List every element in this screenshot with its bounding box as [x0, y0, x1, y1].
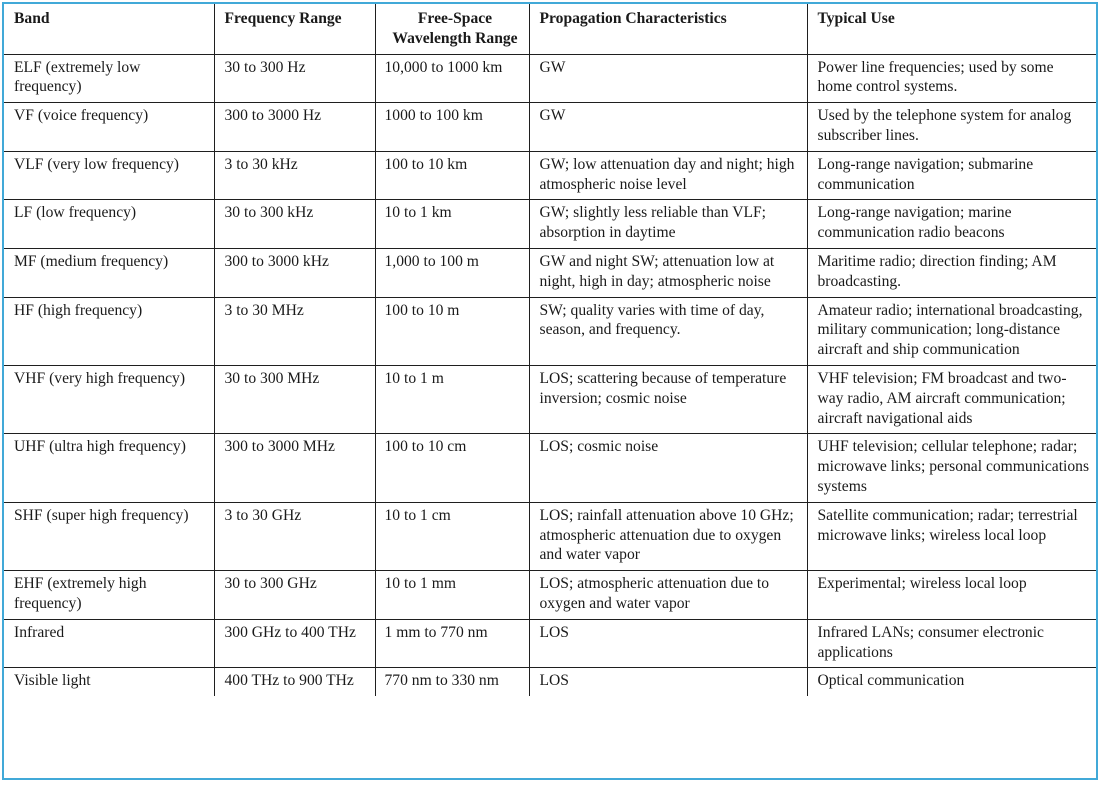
cell-propagation: LOS — [529, 668, 807, 696]
cell-propagation: GW — [529, 54, 807, 103]
cell-frequency-range: 3 to 30 kHz — [214, 151, 375, 200]
cell-frequency-range: 300 to 3000 Hz — [214, 103, 375, 152]
cell-band: LF (low frequency) — [4, 200, 214, 249]
cell-frequency-range: 30 to 300 Hz — [214, 54, 375, 103]
header-propagation: Propagation Characteristics — [529, 4, 807, 54]
cell-frequency-range: 300 to 3000 MHz — [214, 434, 375, 502]
cell-typical-use: VHF television; FM broadcast and two-way radio, AM aircraft communication; aircraft navigational aids — [807, 365, 1096, 433]
cell-frequency-range: 300 to 3000 kHz — [214, 248, 375, 297]
cell-typical-use: Satellite communication; radar; terrestrial microwave links; wireless local loop — [807, 502, 1096, 570]
cell-frequency-range: 400 THz to 900 THz — [214, 668, 375, 696]
cell-wavelength-range: 10 to 1 m — [375, 365, 529, 433]
header-wavelength-line1: Free-Space — [417, 10, 493, 27]
table-row — [4, 668, 1096, 696]
cell-wavelength-range: 100 to 10 cm — [375, 434, 529, 502]
cell-propagation: GW and night SW; attenuation low at night, high in day; atmospheric noise — [529, 248, 807, 297]
cell-wavelength-range: 10,000 to 1000 km — [375, 54, 529, 103]
cell-typical-use: Power line frequencies; used by some home control systems. — [807, 54, 1096, 103]
cell-band: Visible light — [4, 668, 214, 696]
cell-band: HF (high frequency) — [4, 297, 214, 365]
table-row — [4, 365, 1096, 433]
cell-wavelength-range: 10 to 1 cm — [375, 502, 529, 570]
table-row — [4, 619, 1096, 668]
table-row — [4, 103, 1096, 152]
cell-frequency-range: 30 to 300 GHz — [214, 571, 375, 620]
cell-typical-use: Long-range navigation; marine communication radio beacons — [807, 200, 1096, 249]
cell-propagation: GW; slightly less reliable than VLF; absorption in daytime — [529, 200, 807, 249]
cell-wavelength-range: 10 to 1 mm — [375, 571, 529, 620]
cell-typical-use: Optical communication — [807, 668, 1096, 696]
table-row — [4, 200, 1096, 249]
header-wavelength-line2: Wavelength Range — [392, 29, 518, 47]
cell-typical-use: Experimental; wireless local loop — [807, 571, 1096, 620]
cell-propagation: GW — [529, 103, 807, 152]
cell-band: MF (medium frequency) — [4, 248, 214, 297]
cell-propagation: SW; quality varies with time of day, season, and frequency. — [529, 297, 807, 365]
cell-frequency-range: 300 GHz to 400 THz — [214, 619, 375, 668]
cell-propagation: GW; low attenuation day and night; high atmospheric noise level — [529, 151, 807, 200]
table-row — [4, 248, 1096, 297]
cell-band: EHF (extremely high frequency) — [4, 571, 214, 620]
cell-band: VHF (very high frequency) — [4, 365, 214, 433]
cell-typical-use: Long-range navigation; submarine communication — [807, 151, 1096, 200]
header-band: Band — [4, 4, 214, 54]
cell-wavelength-range: 1000 to 100 km — [375, 103, 529, 152]
cell-wavelength-range: 1 mm to 770 nm — [375, 619, 529, 668]
cell-propagation: LOS; rainfall attenuation above 10 GHz; atmospheric attenuation due to oxygen and water vapor — [529, 502, 807, 570]
cell-frequency-range: 3 to 30 GHz — [214, 502, 375, 570]
cell-typical-use: Amateur radio; international broadcasting, military communication; long-distance aircraft and ship communication — [807, 297, 1096, 365]
table-row — [4, 434, 1096, 502]
cell-frequency-range: 30 to 300 MHz — [214, 365, 375, 433]
frequency-bands-table — [4, 4, 1096, 696]
cell-band: ELF (extremely low frequency) — [4, 54, 214, 103]
table-row — [4, 502, 1096, 570]
header-wavelength-range — [375, 4, 529, 54]
cell-typical-use: Maritime radio; direction finding; AM broadcasting. — [807, 248, 1096, 297]
cell-band: SHF (super high frequency) — [4, 502, 214, 570]
cell-propagation: LOS; scattering because of temperature inversion; cosmic noise — [529, 365, 807, 433]
cell-typical-use: Infrared LANs; consumer electronic applications — [807, 619, 1096, 668]
cell-band: UHF (ultra high frequency) — [4, 434, 214, 502]
table-row — [4, 297, 1096, 365]
table-header-row — [4, 4, 1096, 54]
cell-typical-use: UHF television; cellular telephone; radar; microwave links; personal communications systems — [807, 434, 1096, 502]
cell-band: VF (voice frequency) — [4, 103, 214, 152]
cell-frequency-range: 3 to 30 MHz — [214, 297, 375, 365]
cell-wavelength-range: 100 to 10 km — [375, 151, 529, 200]
cell-wavelength-range: 770 nm to 330 nm — [375, 668, 529, 696]
cell-band: VLF (very low frequency) — [4, 151, 214, 200]
cell-band: Infrared — [4, 619, 214, 668]
cell-wavelength-range: 100 to 10 m — [375, 297, 529, 365]
table-row — [4, 151, 1096, 200]
cell-propagation: LOS — [529, 619, 807, 668]
cell-propagation: LOS; cosmic noise — [529, 434, 807, 502]
cell-wavelength-range: 10 to 1 km — [375, 200, 529, 249]
header-typical-use: Typical Use — [807, 4, 1096, 54]
cell-frequency-range: 30 to 300 kHz — [214, 200, 375, 249]
table-row — [4, 54, 1096, 103]
cell-wavelength-range: 1,000 to 100 m — [375, 248, 529, 297]
cell-propagation: LOS; atmospheric attenuation due to oxygen and water vapor — [529, 571, 807, 620]
header-frequency-range: Frequency Range — [214, 4, 375, 54]
cell-typical-use: Used by the telephone system for analog subscriber lines. — [807, 103, 1096, 152]
table-row — [4, 571, 1096, 620]
